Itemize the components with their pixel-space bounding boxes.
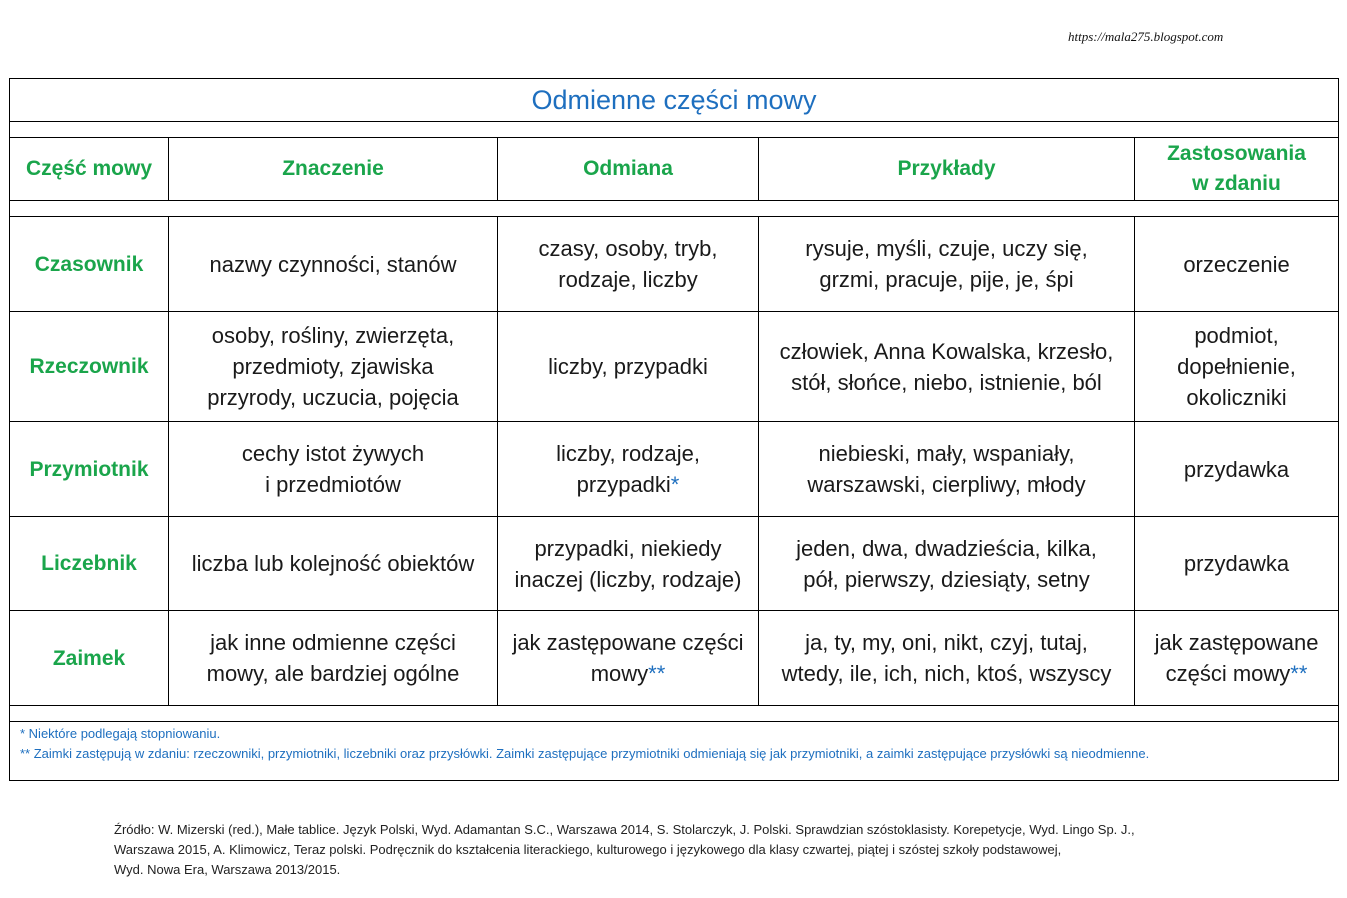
table-title: Odmienne części mowy	[10, 79, 1339, 122]
footnote-mark: **	[648, 661, 666, 686]
inflection-cell	[498, 217, 759, 312]
cell-line: przedmioty, zjawiska	[232, 354, 434, 379]
cell-line: przypadki*	[576, 472, 680, 497]
meaning-cell	[169, 312, 498, 422]
header-row	[10, 138, 1339, 201]
cell-line: cechy istot żywych	[241, 441, 425, 466]
cell-line: jak inne odmienne części	[210, 630, 456, 655]
row-part-of-speech: Czasownik	[10, 217, 169, 312]
cell-line: czasy, osoby, tryb,	[538, 236, 718, 261]
cell-line: okoliczniki	[1186, 385, 1287, 410]
spacer-row	[10, 122, 1339, 138]
source-line: Warszawa 2015, A. Klimowicz, Teraz polski. Podręcznik do kształcenia literackiego, kulturowego i językowego dla klasy czwartej, piątej i szóstej szkoły podstawowej,	[114, 842, 1062, 857]
footnotes	[10, 722, 1339, 781]
blog-url: https://mala275.blogspot.com	[1068, 29, 1224, 44]
source-line: Wyd. Nowa Era, Warszawa 2013/2015.	[114, 862, 341, 877]
table-row	[10, 517, 1339, 611]
inflection-cell	[498, 312, 759, 422]
spacer-row	[10, 706, 1339, 722]
footnote-2: ** Zaimki zastępują w zdaniu: rzeczowniki, przymiotniki, liczebniki oraz przysłówki. Zaimki zastępujące przymiotniki odmieniają się jak przymiotniki, a zaimki zastępujące przysłówki są nieodmienne.	[20, 746, 1150, 761]
header-examples: Przykłady	[759, 138, 1135, 201]
cell-line: rysuje, myśli, czuje, uczy się,	[805, 236, 1088, 261]
spacer-row	[10, 201, 1339, 217]
examples-cell	[759, 422, 1135, 517]
row-part-of-speech: Przymiotnik	[10, 422, 169, 517]
cell-line: dopełnienie,	[1177, 354, 1296, 379]
meaning-cell	[169, 517, 498, 611]
cell-line: mowy, ale bardziej ogólne	[206, 661, 460, 686]
table-row	[10, 217, 1339, 312]
title-row	[10, 79, 1339, 122]
meaning-cell	[169, 217, 498, 312]
table-row	[10, 611, 1339, 706]
parts-of-speech-table	[9, 78, 1339, 781]
cell-line: podmiot,	[1194, 323, 1279, 348]
cell-line: liczby, przypadki	[548, 354, 708, 379]
examples-cell	[759, 312, 1135, 422]
source-line: Źródło: W. Mizerski (red.), Małe tablice. Język Polski, Wyd. Adamantan S.C., Warszawa 2014, S. Stolarczyk, J. Polski. Sprawdzian szóstoklasisty. Korepetycje, Wyd. Lingo Sp. J.,	[114, 822, 1135, 837]
usage-cell	[1135, 517, 1339, 611]
cell-line: i przedmiotów	[265, 472, 401, 497]
cell-line: przyrody, uczucia, pojęcia	[207, 385, 459, 410]
header-inflection: Odmiana	[498, 138, 759, 201]
meaning-cell	[169, 611, 498, 706]
header-usage	[1135, 138, 1339, 201]
cell-line: liczby, rodzaje,	[556, 441, 700, 466]
inflection-cell	[498, 422, 759, 517]
inflection-cell	[498, 517, 759, 611]
footnote-mark: *	[670, 472, 680, 497]
usage-cell	[1135, 611, 1339, 706]
cell-line: jak zastępowane części	[512, 630, 744, 655]
table-body	[10, 217, 1339, 706]
cell-line: inaczej (liczby, rodzaje)	[514, 566, 742, 592]
cell-line: pół, pierwszy, dziesiąty, setny	[803, 566, 1090, 592]
row-part-of-speech: Liczebnik	[10, 517, 169, 611]
source-citation	[114, 820, 1234, 880]
inflection-cell	[498, 611, 759, 706]
row-part-of-speech: Rzeczownik	[10, 312, 169, 422]
usage-cell	[1135, 422, 1339, 517]
row-part-of-speech: Zaimek	[10, 611, 169, 706]
table-row	[10, 422, 1339, 517]
header-usage-line2: w zdaniu	[1192, 172, 1281, 195]
cell-line: przypadki, niekiedy	[534, 535, 722, 561]
cell-line: jeden, dwa, dwadzieścia, kilka,	[796, 535, 1097, 561]
cell-line: niebieski, mały, wspaniały,	[818, 441, 1075, 466]
cell-line: jak zastępowane	[1154, 630, 1319, 655]
footnote-mark: **	[1290, 661, 1308, 686]
meaning-cell	[169, 422, 498, 517]
cell-line: przydawka	[1183, 551, 1290, 576]
cell-line: ja, ty, my, oni, nikt, czyj, tutaj,	[805, 630, 1088, 655]
cell-line: mowy**	[590, 661, 666, 686]
table-row	[10, 312, 1339, 422]
cell-line: osoby, rośliny, zwierzęta,	[211, 323, 455, 348]
cell-line: liczba lub kolejność obiektów	[191, 551, 475, 576]
cell-line: przydawka	[1183, 456, 1290, 482]
header-part-of-speech: Część mowy	[10, 138, 169, 201]
notes-row	[10, 722, 1339, 781]
usage-cell	[1135, 312, 1339, 422]
cell-line: grzmi, pracuje, pije, je, śpi	[819, 267, 1074, 292]
header-meaning: Znaczenie	[169, 138, 498, 201]
examples-cell	[759, 217, 1135, 312]
cell-line: orzeczenie	[1183, 251, 1290, 277]
cell-line: rodzaje, liczby	[558, 267, 698, 292]
examples-cell	[759, 517, 1135, 611]
cell-line: człowiek, Anna Kowalska, krzesło,	[779, 338, 1114, 364]
cell-line: części mowy**	[1165, 661, 1308, 686]
header-usage-line1: Zastosowania	[1167, 142, 1306, 165]
cell-line: wtedy, ile, ich, nich, ktoś, wszyscy	[781, 661, 1112, 686]
cell-line: stół, słońce, niebo, istnienie, ból	[791, 369, 1102, 395]
usage-cell	[1135, 217, 1339, 312]
cell-line: warszawski, cierpliwy, młody	[807, 472, 1086, 497]
examples-cell	[759, 611, 1135, 706]
footnote-1: * Niektóre podlegają stopniowaniu.	[20, 726, 221, 741]
cell-line: nazwy czynności, stanów	[209, 251, 457, 277]
